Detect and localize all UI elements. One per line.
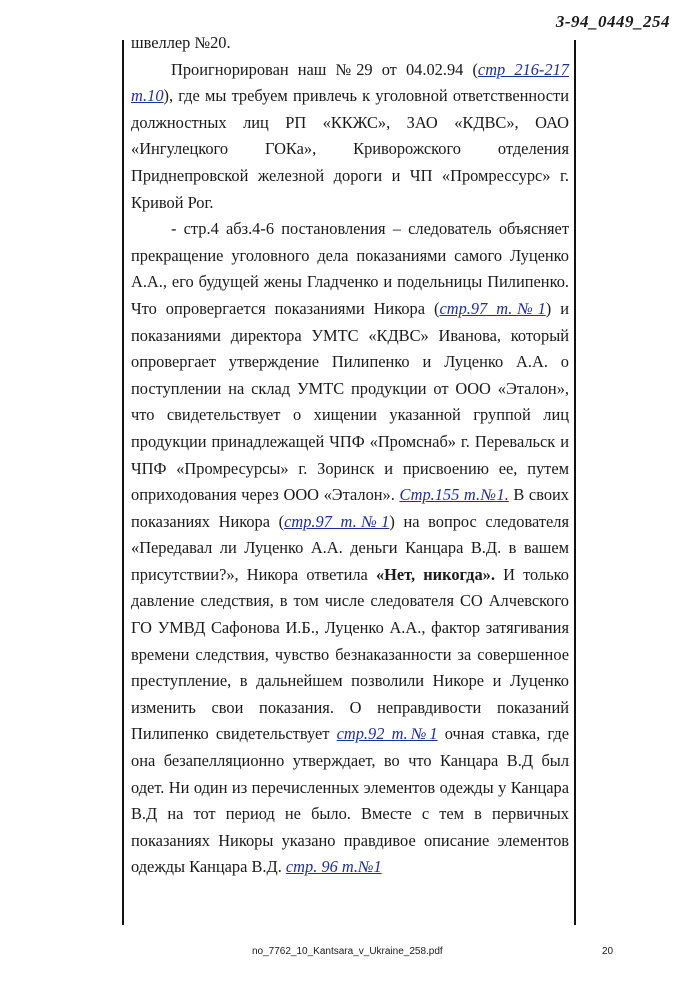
reference-link[interactable]: стр.97 т.№1 (439, 298, 546, 318)
right-margin-line (574, 40, 576, 925)
reference-link[interactable]: стр 216-217 т.10 (131, 59, 569, 106)
left-margin-line (122, 40, 124, 925)
reference-link[interactable]: Стр.155 т.№1. (399, 485, 509, 505)
reference-link[interactable]: стр.97 т.№1 (284, 511, 390, 531)
reference-link[interactable]: стр.92 т.№1 (336, 724, 438, 744)
reference-link[interactable]: стр. 96 т.№1 (285, 857, 382, 877)
paragraph-ignored-request: Проигнорирован наш №29 от 04.02.94 (стр 216-217 т.10), где мы требуем привлечь к уголовной ответственности должностных лиц РП «ККЖС», ЗАО «КДВС», ОАО «Ингулецкого ГОКа», Криворожского отделения Приднепровской железной дороги и ЧП «Промрессурс» г. Кривой Рог. (131, 59, 569, 212)
page-number: 20 (602, 946, 614, 957)
paragraph-testimony: - стр.4 абз.4-6 постановления – следователь объясняет прекращение уголовного дела показаниями самого Луценко А.А., его будущей жены Гладченко и подельницы Пилипенко. Что опровергается показаниями Никора (стр.97 т.№1) и показаниями директора УМТС «КДВС» Иванова, который опровергает утверждение Пилипенко и Луценко А.А. о поступлении на склад УМТС продукции от ООО «Эталон», что свидетельствует о хищении указанной группой лиц продукции принадлежащей ЧПФ «Промснаб» г. Перевальск и ЧПФ «Промресурсы» г. Зоринск и присвоению ее, путем оприходования через ООО «Эталон». Стр.155 т.№1. В своих показаниях Никора (стр.97 т.№1) на вопрос следователя «Передавал ли Луценко А.А. деньги Канцара В.Д. в вашем присутствии?», Никора ответила «Нет, никогда». И только давление следствия, в том числе следователя СО Алчевского ГО УМВД Сафонова И.Б., Луценко А.А., фактор затягивания времени следствия, чувство безнаказанности за совершенное преступление, в дальнейшем позволили Никоре и Луценко изменить свои показания. О неправдивости показаний Пилипенко свидетельствует стр.92 т.№1 очная ставка, где она безапелляционно утверждает, во что Канцара В.Д был одет. Ни один из перечисленных элементов одежды у Канцара В.Д на тот период не было. Вместе с тем в первичных показаниях Никоры указано правдивое описание элементов одежды Канцара В.Д. стр. 96 т.№1 (131, 219, 570, 877)
document-body (131, 30, 569, 881)
footer-filename: no_7762_10_Kantsara_v_Ukraine_258.pdf (252, 946, 443, 957)
paragraph-continuation: швеллер №20. (131, 33, 231, 52)
document-code: 3-94_0449_254 (555, 12, 670, 31)
quoted-answer: «Нет, никогда». (375, 564, 495, 584)
